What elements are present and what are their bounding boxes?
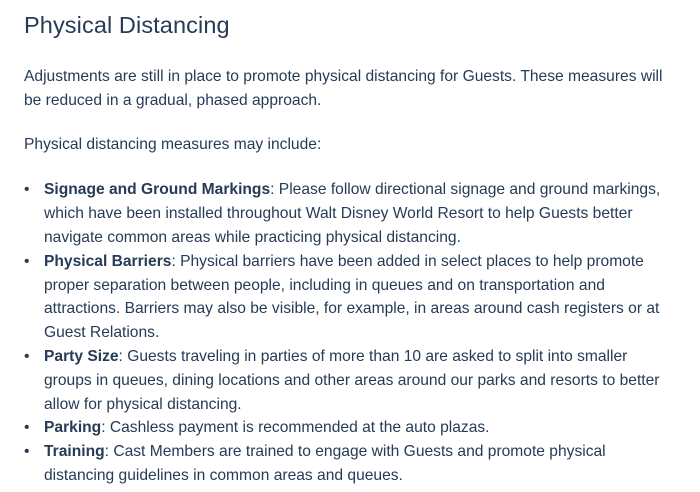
bullet-icon: •: [24, 347, 30, 365]
bullet-icon: •: [24, 252, 30, 270]
measure-text: : Please follow directional signage and ground markings, which have been installed throughout Walt Disney World Resort to help Guests better navigate common areas while practicing physical distancing.: [44, 181, 661, 246]
list-item: [24, 345, 676, 416]
measures-lead: Physical distancing measures may include:: [24, 135, 322, 153]
measure-text: : Cast Members are trained to engage with Guests and promote physical distancing guidelines in common areas and queues.: [44, 443, 606, 484]
list-item: [24, 178, 676, 249]
bullet-icon: •: [24, 181, 30, 199]
measure-term: Physical Barriers: [44, 252, 172, 270]
measure-text: : Physical barriers have been added in select places to help promote proper separation between people, including in queues and on transportation and attractions. Barriers may also be visible, for example, in areas around cash registers or at Guest Relations.: [44, 252, 660, 342]
intro-paragraph: Adjustments are still in place to promote physical distancing for Guests. These measures will be reduced in a gradual, phased approach.: [24, 68, 663, 109]
measure-text: : Guests traveling in parties of more than 10 are asked to split into smaller groups in queues, dining locations and other areas around our parks and resorts to better allow for physical distancing.: [44, 347, 660, 413]
bullet-icon: •: [24, 443, 30, 461]
measures-list: [24, 178, 676, 487]
list-item: [24, 416, 676, 440]
list-item: [24, 250, 676, 345]
bullet-icon: •: [24, 419, 30, 437]
measure-term: Party Size: [44, 347, 119, 365]
measure-term: Signage and Ground Markings: [44, 181, 271, 199]
measure-text: : Cashless payment is recommended at the auto plazas.: [101, 419, 490, 437]
list-item: [24, 440, 676, 488]
measure-term: Parking: [44, 419, 102, 437]
measure-term: Training: [44, 443, 105, 461]
page-title: Physical Distancing: [24, 12, 230, 38]
